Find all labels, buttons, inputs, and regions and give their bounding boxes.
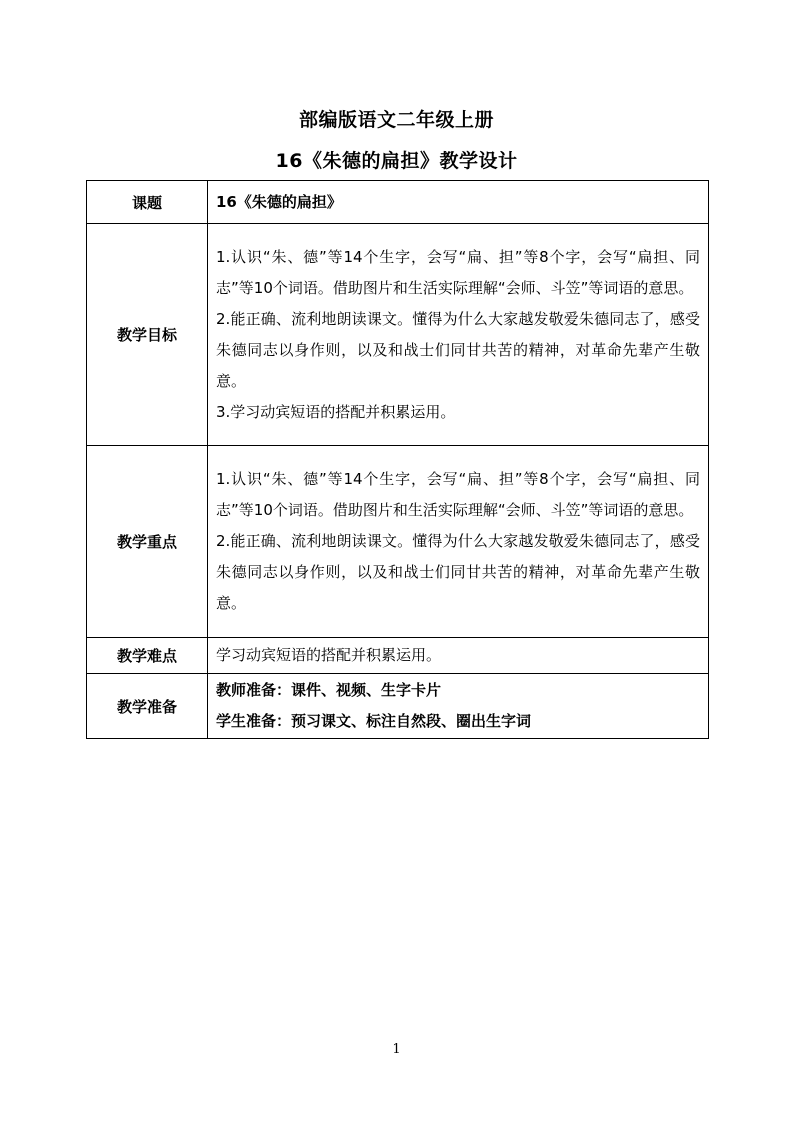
teacher-preparation: 教师准备：课件、视频、生字卡片: [216, 681, 442, 699]
lesson-plan-table: [86, 180, 709, 739]
lesson-title: 16《朱德的扁担》教学设计: [275, 150, 518, 172]
topic-label: 课题: [87, 181, 208, 224]
topic-value: 16《朱德的扁担》: [216, 192, 342, 211]
table-row-goals: [87, 224, 709, 446]
table-row-key-points: [87, 446, 709, 638]
student-preparation: 学生准备：预习课文、标注自然段、圈出生字词: [216, 712, 532, 730]
difficulty-value: 学习动宾短语的搭配并积累运用。: [216, 646, 442, 664]
key-points-label: 教学重点: [87, 446, 208, 638]
page-number: 1: [392, 1042, 401, 1057]
key-points-cell: [208, 446, 709, 638]
table-row-difficulty: [87, 638, 709, 674]
preparation-cell: [208, 674, 709, 739]
difficulty-cell: [208, 638, 709, 674]
preparation-label: 教学准备: [87, 674, 208, 739]
goal-item: 1.认识“朱、德”等14个生字，会写“扁、担”等8个字，会写“扁担、同志”等10个词语。借助图片和生活实际理解“会师、斗笠”等词语的意思。: [216, 247, 700, 297]
goals-label: 教学目标: [87, 224, 208, 446]
goals-cell: [208, 224, 709, 446]
table-row-topic: [87, 181, 709, 224]
key-point-item: 1.认识“朱、德”等14个生字，会写“扁、担”等8个字，会写“扁担、同志”等10个词语。借助图片和生活实际理解“会师、斗笠”等词语的意思。: [216, 470, 700, 519]
goal-item: 3.学习动宾短语的搭配并积累运用。: [216, 402, 456, 421]
document-title: 部编版语文二年级上册: [298, 109, 494, 131]
goal-item: 2.能正确、流利地朗读课文。懂得为什么大家越发敬爱朱德同志了，感受朱德同志以身作则，以及和战士们同甘共苦的精神，对革命先辈产生敬意。: [216, 309, 700, 390]
table-row-preparation: [87, 674, 709, 739]
topic-cell: [208, 181, 709, 224]
difficulty-label: 教学难点: [87, 638, 208, 674]
key-point-item: 2.能正确、流利地朗读课文。懂得为什么大家越发敬爱朱德同志了，感受朱德同志以身作则，以及和战士们同甘共苦的精神，对革命先辈产生敬意。: [216, 532, 700, 612]
